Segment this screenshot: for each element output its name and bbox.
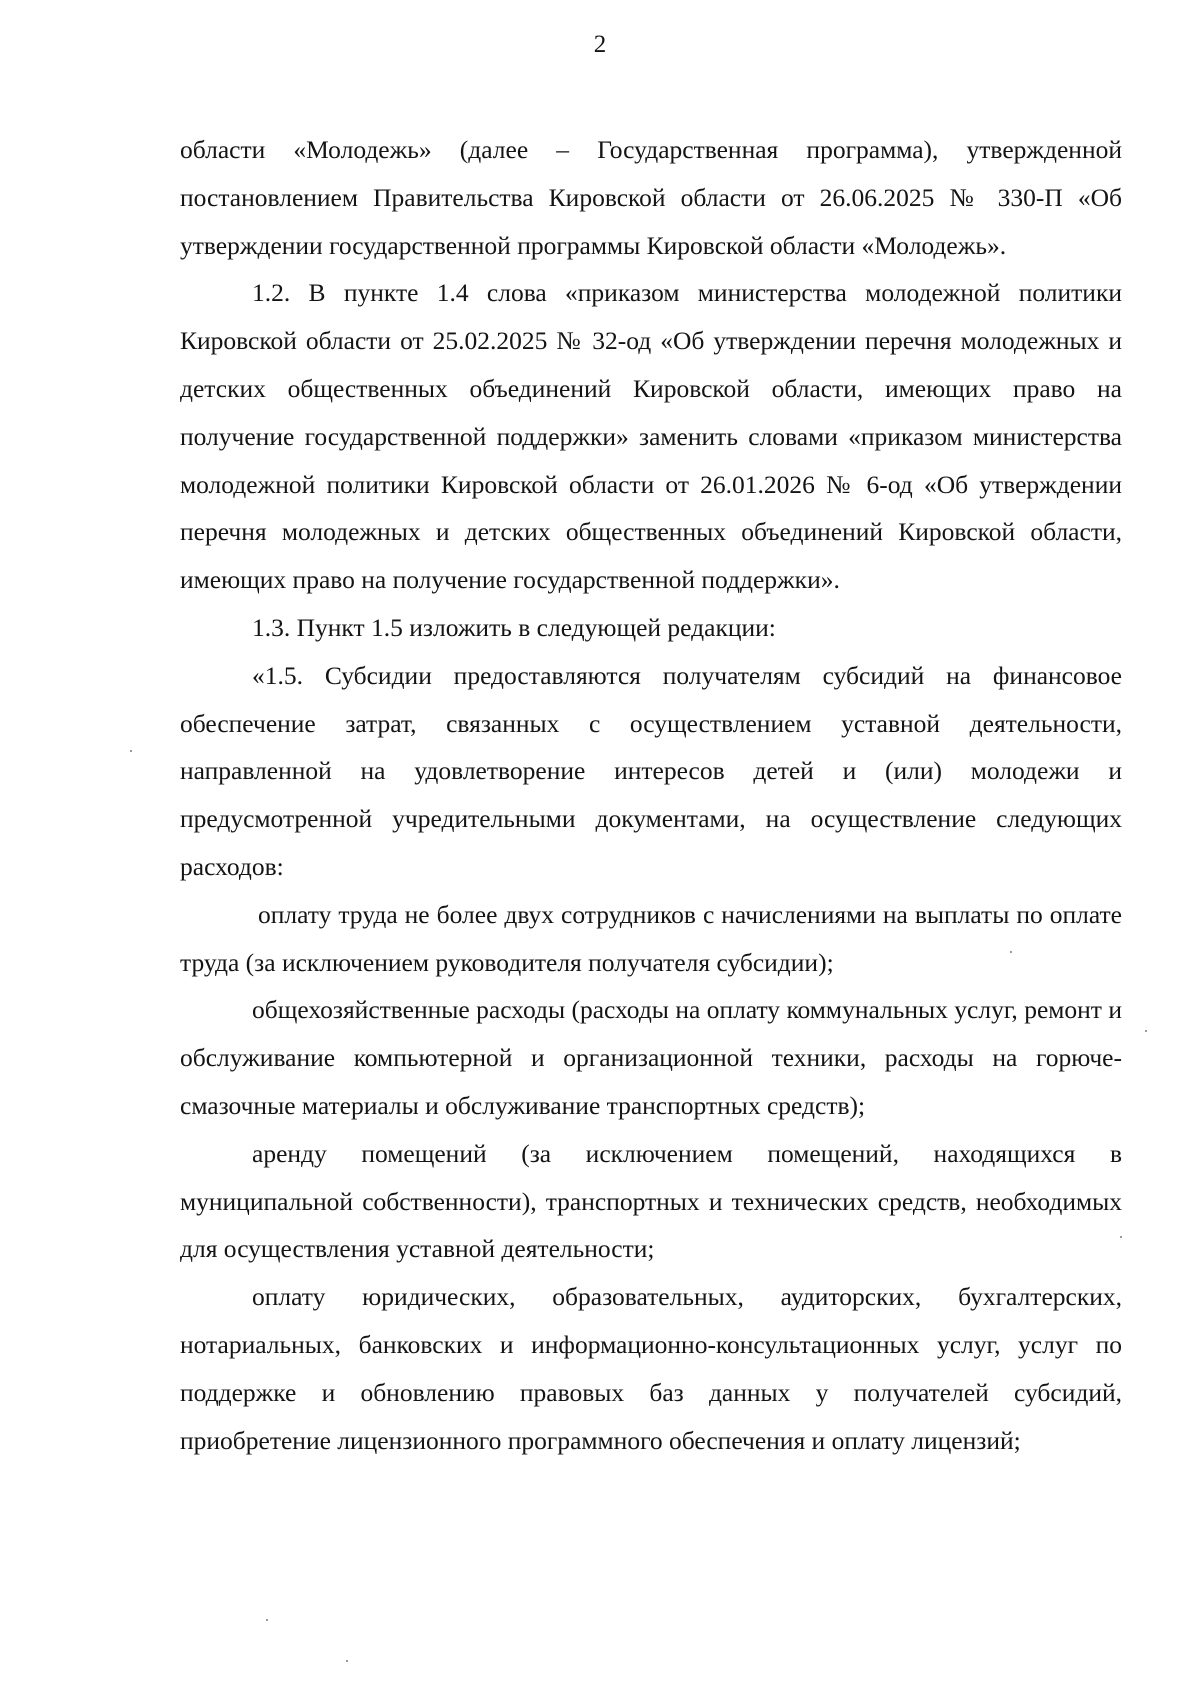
paragraph-item-1-5: «1.5. Субсидии предоставляются получателям субсидий на финансовое обеспечение затрат, связанных с осуществлением уставной деятельности, направленной на удовлетворение интересов детей и (или) молодежи и предусмотренной учредительными документами, на осуществление следующих расходов: — [180, 660, 1122, 881]
scan-speck — [266, 1619, 268, 1621]
scan-speck — [130, 750, 132, 752]
page-number: 2 — [593, 31, 607, 58]
scan-speck — [1120, 1236, 1122, 1238]
paragraph-item-1-3: 1.3. Пункт 1.5 изложить в следующей редакции: — [252, 612, 776, 642]
scan-speck — [346, 1660, 348, 1662]
scan-speck — [1010, 951, 1012, 953]
paragraph-item-1-2: 1.2. В пункте 1.4 слова «приказом министерства молодежной политики Кировской области от 25.02.2025 № 32-од «Об утверждении перечня молодежных и детских общественных объединений Кировской области, имеющих право на получение государственной поддержки» заменить словами «приказом министерства молодежной политики Кировской области от 26.01.2026 № 6-од «Об утверждении перечня молодежных и детских общественных объединений Кировской области, имеющих право на получение государственной поддержки». — [180, 278, 1122, 595]
list-item-general-expenses: общехозяйственные расходы (расходы на оплату коммунальных услуг, ремонт и обслуживание компьютерной и организационной техники, расходы на горюче-смазочные материалы и обслуживание транспортных средств); — [180, 995, 1122, 1120]
paragraph-continuation-program: области «Молодежь» (далее – Государственная программа), утвержденной постановлением Правительства Кировской области от 26.06.2025 № 330-П «Об утверждении государственной программы Кировской области «Молодежь». — [180, 135, 1122, 260]
document-body — [180, 126, 1122, 1464]
list-item-labor-payment: оплату труда не более двух сотрудников с начислениями на выплаты по оплате труда (за исключением руководителя получателя субсидии); — [180, 899, 1122, 977]
scan-speck — [1145, 1030, 1147, 1032]
list-item-rent: аренду помещений (за исключением помещений, находящихся в муниципальной собственности), транспортных и технических средств, необходимых для осуществления уставной деятельности; — [180, 1138, 1122, 1264]
list-item-services: оплату юридических, образовательных, аудиторских, бухгалтерских, нотариальных, банковских и информационно-консультационных услуг, услуг по поддержке и обновлению правовых баз данных у получателей субсидий, приобретение лицензионного программного обеспечения и оплату лицензий; — [180, 1282, 1122, 1455]
